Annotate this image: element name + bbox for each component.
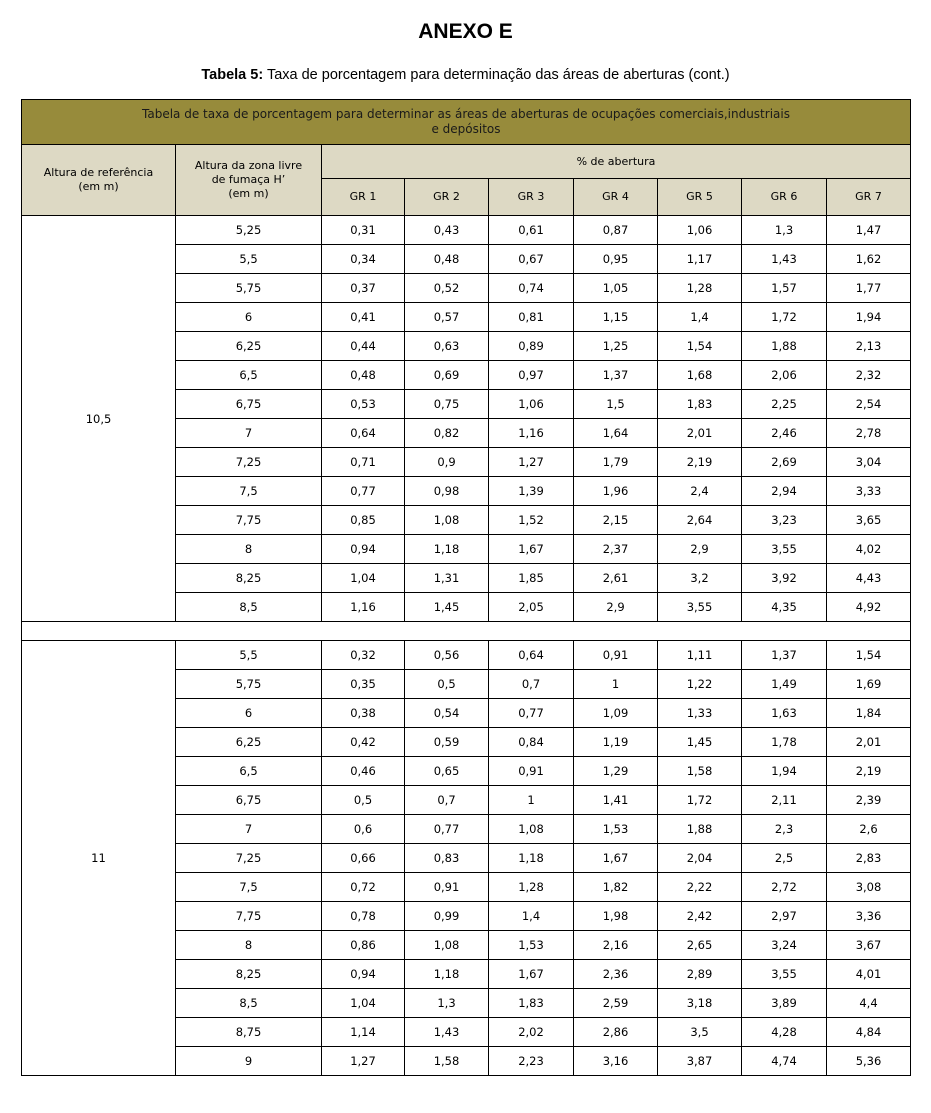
opening-rate-cell: 0,95 [574, 245, 658, 274]
opening-rate-cell: 1,29 [574, 757, 658, 786]
opening-rate-cell: 2,72 [742, 873, 827, 902]
opening-rate-cell: 0,44 [322, 332, 405, 361]
opening-rate-cell: 2,23 [489, 1047, 574, 1076]
opening-rate-cell: 1,06 [658, 216, 742, 245]
smoke-free-zone-header-line-2: de fumaça H’ [211, 173, 286, 186]
opening-rate-cell: 2,5 [742, 844, 827, 873]
opening-rate-cell: 3,23 [742, 506, 827, 535]
opening-rate-cell: 0,54 [405, 699, 489, 728]
opening-rate-cell: 1,09 [574, 699, 658, 728]
opening-rate-cell: 1,18 [405, 535, 489, 564]
opening-rate-cell: 0,74 [489, 274, 574, 303]
opening-rate-cell: 1,88 [742, 332, 827, 361]
opening-rate-cell: 2,06 [742, 361, 827, 390]
opening-rate-cell: 0,91 [574, 641, 658, 670]
table-caption [0, 67, 931, 83]
opening-rate-cell: 1,43 [742, 245, 827, 274]
opening-rate-cell: 0,35 [322, 670, 405, 699]
opening-rate-cell: 4,4 [827, 989, 911, 1018]
opening-rate-cell: 0,48 [405, 245, 489, 274]
opening-rate-cell: 1,08 [405, 931, 489, 960]
opening-rate-cell: 1,27 [322, 1047, 405, 1076]
opening-rate-cell: 3,55 [658, 593, 742, 622]
opening-rate-cell: 1,28 [658, 274, 742, 303]
opening-rate-cell: 0,9 [405, 448, 489, 477]
opening-rate-cell: 3,67 [827, 931, 911, 960]
opening-rate-cell: 1,53 [574, 815, 658, 844]
opening-rate-cell: 2,97 [742, 902, 827, 931]
opening-rate-cell: 2,36 [574, 960, 658, 989]
smoke-zone-height-cell: 6,25 [176, 728, 322, 757]
opening-rate-cell: 1,83 [489, 989, 574, 1018]
opening-rate-cell: 4,02 [827, 535, 911, 564]
opening-rate-cell: 0,5 [405, 670, 489, 699]
opening-rate-cell: 4,74 [742, 1047, 827, 1076]
opening-rate-cell: 2,54 [827, 390, 911, 419]
opening-rate-cell: 0,42 [322, 728, 405, 757]
opening-rate-cell: 0,57 [405, 303, 489, 332]
opening-rate-cell: 2,02 [489, 1018, 574, 1047]
opening-rate-cell: 3,2 [658, 564, 742, 593]
opening-rate-cell: 1,04 [322, 989, 405, 1018]
smoke-zone-height-cell: 8 [176, 931, 322, 960]
group-header-6: GR 6 [742, 179, 827, 216]
opening-rate-cell: 2,9 [574, 593, 658, 622]
opening-rate-cell: 0,64 [489, 641, 574, 670]
opening-rate-cell: 1,96 [574, 477, 658, 506]
opening-rate-cell: 1,28 [489, 873, 574, 902]
opening-rate-cell: 0,91 [489, 757, 574, 786]
opening-rate-cell: 0,64 [322, 419, 405, 448]
opening-rate-cell: 1,72 [742, 303, 827, 332]
smoke-zone-height-cell: 5,25 [176, 216, 322, 245]
opening-rate-cell: 3,65 [827, 506, 911, 535]
opening-rate-cell: 3,87 [658, 1047, 742, 1076]
opening-rate-cell: 1,98 [574, 902, 658, 931]
group-header-2: GR 2 [405, 179, 489, 216]
opening-rate-cell: 3,55 [742, 960, 827, 989]
opening-rate-cell: 0,52 [405, 274, 489, 303]
opening-rate-cell: 2,3 [742, 815, 827, 844]
opening-rate-cell: 2,42 [658, 902, 742, 931]
smoke-zone-height-cell: 8,25 [176, 564, 322, 593]
separator-cell [22, 622, 911, 641]
opening-rate-cell: 2,89 [658, 960, 742, 989]
opening-rate-cell: 4,92 [827, 593, 911, 622]
opening-rate-cell: 0,31 [322, 216, 405, 245]
smoke-zone-height-cell: 6,75 [176, 786, 322, 815]
opening-rate-cell: 1,94 [742, 757, 827, 786]
opening-rate-cell: 1,85 [489, 564, 574, 593]
smoke-zone-height-cell: 7,25 [176, 448, 322, 477]
opening-rate-cell: 1,54 [658, 332, 742, 361]
annex-title: ANEXO E [418, 20, 513, 43]
opening-rate-cell: 0,87 [574, 216, 658, 245]
group-header-5: GR 5 [658, 179, 742, 216]
opening-rate-cell: 1,72 [658, 786, 742, 815]
opening-rate-cell: 1,43 [405, 1018, 489, 1047]
opening-rate-cell: 0,71 [322, 448, 405, 477]
smoke-zone-height-cell: 9 [176, 1047, 322, 1076]
opening-rate-cell: 1,94 [827, 303, 911, 332]
smoke-zone-height-cell: 5,75 [176, 274, 322, 303]
smoke-zone-height-cell: 8,5 [176, 989, 322, 1018]
table-row [22, 216, 911, 245]
opening-rate-cell: 1,69 [827, 670, 911, 699]
opening-rate-cell: 2,65 [658, 931, 742, 960]
opening-rate-cell: 0,63 [405, 332, 489, 361]
opening-rate-cell: 1,25 [574, 332, 658, 361]
opening-rate-cell: 1,45 [405, 593, 489, 622]
table-banner [22, 100, 911, 145]
opening-rate-cell: 3,5 [658, 1018, 742, 1047]
opening-rate-cell: 1,67 [574, 844, 658, 873]
opening-rate-cell: 1,08 [405, 506, 489, 535]
opening-rate-cell: 0,97 [489, 361, 574, 390]
opening-rate-cell: 1,41 [574, 786, 658, 815]
opening-rate-cell: 3,89 [742, 989, 827, 1018]
opening-rate-cell: 1,49 [742, 670, 827, 699]
opening-rate-cell: 1,37 [574, 361, 658, 390]
opening-rate-cell: 0,94 [322, 535, 405, 564]
opening-rate-cell: 3,92 [742, 564, 827, 593]
opening-rate-cell: 0,37 [322, 274, 405, 303]
opening-rate-cell: 1 [574, 670, 658, 699]
opening-rate-cell: 1,37 [742, 641, 827, 670]
group-header-1: GR 1 [322, 179, 405, 216]
opening-rate-cell: 3,33 [827, 477, 911, 506]
opening-rate-cell: 1,63 [742, 699, 827, 728]
smoke-free-zone-header-line-3: (em m) [228, 187, 269, 200]
opening-rate-cell: 1,78 [742, 728, 827, 757]
smoke-zone-height-cell: 5,75 [176, 670, 322, 699]
opening-percent-header: % de abertura [322, 145, 911, 179]
group-header-4: GR 4 [574, 179, 658, 216]
opening-rate-cell: 1,83 [658, 390, 742, 419]
opening-rate-cell: 1,15 [574, 303, 658, 332]
opening-rate-cell: 0,99 [405, 902, 489, 931]
opening-rate-cell: 1,16 [322, 593, 405, 622]
smoke-zone-height-cell: 8,25 [176, 960, 322, 989]
smoke-zone-height-cell: 6,5 [176, 757, 322, 786]
opening-rate-cell: 0,81 [489, 303, 574, 332]
opening-rate-cell: 1 [489, 786, 574, 815]
opening-rate-cell: 1,17 [658, 245, 742, 274]
opening-rate-cell: 1,18 [489, 844, 574, 873]
caption-text: Taxa de porcentagem para determinação das áreas de aberturas (cont.) [263, 67, 730, 83]
opening-rate-cell: 2,32 [827, 361, 911, 390]
opening-rate-cell: 3,18 [658, 989, 742, 1018]
opening-rate-cell: 1,84 [827, 699, 911, 728]
opening-rate-cell: 1,19 [574, 728, 658, 757]
opening-rate-cell: 1,68 [658, 361, 742, 390]
opening-rate-cell: 0,59 [405, 728, 489, 757]
opening-rate-cell: 3,36 [827, 902, 911, 931]
opening-rate-cell: 2,13 [827, 332, 911, 361]
opening-rate-cell: 1,88 [658, 815, 742, 844]
opening-rate-cell: 2,46 [742, 419, 827, 448]
opening-rate-cell: 2,69 [742, 448, 827, 477]
smoke-zone-height-cell: 8 [176, 535, 322, 564]
smoke-zone-height-cell: 7,25 [176, 844, 322, 873]
opening-rate-cell: 2,6 [827, 815, 911, 844]
opening-rate-cell: 0,77 [405, 815, 489, 844]
opening-rate-cell: 1,3 [405, 989, 489, 1018]
opening-rate-cell: 3,16 [574, 1047, 658, 1076]
opening-rate-cell: 1,31 [405, 564, 489, 593]
smoke-zone-height-cell: 7,75 [176, 902, 322, 931]
opening-rate-cell: 2,15 [574, 506, 658, 535]
opening-rate-cell: 2,19 [658, 448, 742, 477]
opening-rate-cell: 0,69 [405, 361, 489, 390]
opening-rate-cell: 4,35 [742, 593, 827, 622]
block-separator [22, 622, 911, 641]
opening-rate-cell: 0,82 [405, 419, 489, 448]
opening-rate-cell: 2,01 [658, 419, 742, 448]
smoke-zone-height-cell: 7,75 [176, 506, 322, 535]
opening-rate-cell: 2,83 [827, 844, 911, 873]
reference-height-header [22, 145, 176, 216]
opening-rate-cell: 2,9 [658, 535, 742, 564]
opening-rate-cell: 1,57 [742, 274, 827, 303]
opening-rate-cell: 2,39 [827, 786, 911, 815]
table-body [22, 216, 911, 1076]
smoke-zone-height-cell: 6,5 [176, 361, 322, 390]
opening-rate-cell: 3,08 [827, 873, 911, 902]
smoke-zone-height-cell: 6 [176, 699, 322, 728]
opening-rate-cell: 1,06 [489, 390, 574, 419]
opening-rate-cell: 1,22 [658, 670, 742, 699]
smoke-zone-height-cell: 8,5 [176, 593, 322, 622]
smoke-zone-height-cell: 8,75 [176, 1018, 322, 1047]
opening-rate-cell: 3,04 [827, 448, 911, 477]
opening-rate-cell: 2,25 [742, 390, 827, 419]
opening-rate-cell: 2,86 [574, 1018, 658, 1047]
smoke-zone-height-cell: 7 [176, 815, 322, 844]
reference-height-header-line-2: (em m) [78, 180, 119, 193]
opening-rate-cell: 2,11 [742, 786, 827, 815]
opening-rate-cell: 0,38 [322, 699, 405, 728]
opening-rate-cell: 0,72 [322, 873, 405, 902]
opening-rate-cell: 1,52 [489, 506, 574, 535]
opening-rate-cell: 0,43 [405, 216, 489, 245]
opening-rate-cell: 0,41 [322, 303, 405, 332]
reference-height-cell: 10,5 [22, 216, 176, 622]
opening-rate-cell: 0,34 [322, 245, 405, 274]
opening-rate-cell: 0,67 [489, 245, 574, 274]
smoke-zone-height-cell: 5,5 [176, 245, 322, 274]
opening-rate-cell: 1,27 [489, 448, 574, 477]
opening-rate-cell: 0,7 [405, 786, 489, 815]
opening-rate-cell: 1,04 [322, 564, 405, 593]
opening-rate-cell: 0,94 [322, 960, 405, 989]
opening-rate-cell: 1,82 [574, 873, 658, 902]
opening-rate-cell: 4,84 [827, 1018, 911, 1047]
opening-rate-cell: 1,33 [658, 699, 742, 728]
opening-rate-cell: 0,46 [322, 757, 405, 786]
opening-rate-cell: 1,4 [489, 902, 574, 931]
opening-rate-cell: 4,43 [827, 564, 911, 593]
opening-rate-cell: 0,85 [322, 506, 405, 535]
opening-rate-cell: 5,36 [827, 1047, 911, 1076]
opening-rate-cell: 1,54 [827, 641, 911, 670]
opening-rate-cell: 0,48 [322, 361, 405, 390]
smoke-zone-height-cell: 6,25 [176, 332, 322, 361]
opening-rate-cell: 1,67 [489, 960, 574, 989]
smoke-zone-height-cell: 7 [176, 419, 322, 448]
opening-rate-cell: 1,39 [489, 477, 574, 506]
opening-rate-cell: 0,5 [322, 786, 405, 815]
opening-rate-cell: 1,79 [574, 448, 658, 477]
opening-rate-cell: 0,75 [405, 390, 489, 419]
table-row [22, 641, 911, 670]
opening-rate-table [21, 99, 911, 1076]
opening-rate-cell: 0,56 [405, 641, 489, 670]
opening-rate-cell: 0,65 [405, 757, 489, 786]
smoke-zone-height-cell: 5,5 [176, 641, 322, 670]
opening-rate-cell: 1,05 [574, 274, 658, 303]
opening-rate-cell: 2,05 [489, 593, 574, 622]
opening-rate-cell: 1,45 [658, 728, 742, 757]
opening-rate-cell: 4,28 [742, 1018, 827, 1047]
opening-rate-cell: 1,18 [405, 960, 489, 989]
reference-height-cell: 11 [22, 641, 176, 1076]
opening-rate-cell: 0,86 [322, 931, 405, 960]
opening-rate-cell: 1,67 [489, 535, 574, 564]
opening-rate-cell: 1,53 [489, 931, 574, 960]
opening-rate-cell: 0,89 [489, 332, 574, 361]
opening-rate-cell: 0,66 [322, 844, 405, 873]
opening-rate-cell: 2,4 [658, 477, 742, 506]
opening-rate-cell: 0,77 [322, 477, 405, 506]
opening-rate-cell: 4,01 [827, 960, 911, 989]
opening-rate-cell: 0,53 [322, 390, 405, 419]
opening-rate-cell: 0,7 [489, 670, 574, 699]
opening-rate-cell: 1,16 [489, 419, 574, 448]
opening-rate-cell: 2,19 [827, 757, 911, 786]
opening-rate-cell: 2,16 [574, 931, 658, 960]
opening-rate-cell: 1,58 [658, 757, 742, 786]
opening-rate-cell: 1,47 [827, 216, 911, 245]
banner-line-1: Tabela de taxa de porcentagem para determinar as áreas de aberturas de ocupações comerciais,industriais [142, 107, 790, 121]
opening-rate-cell: 2,22 [658, 873, 742, 902]
opening-rate-cell: 0,77 [489, 699, 574, 728]
opening-rate-cell: 0,91 [405, 873, 489, 902]
opening-rate-cell: 2,04 [658, 844, 742, 873]
opening-rate-cell: 0,84 [489, 728, 574, 757]
caption-label: Tabela 5: [201, 67, 264, 83]
smoke-zone-height-cell: 6,75 [176, 390, 322, 419]
banner-line-2: e depósitos [431, 122, 501, 136]
opening-rate-cell: 2,94 [742, 477, 827, 506]
opening-rate-cell: 2,59 [574, 989, 658, 1018]
opening-rate-cell: 2,64 [658, 506, 742, 535]
opening-rate-cell: 0,78 [322, 902, 405, 931]
reference-height-header-line-1: Altura de referência [43, 166, 154, 179]
opening-rate-cell: 0,83 [405, 844, 489, 873]
group-header-3: GR 3 [489, 179, 574, 216]
opening-rate-cell: 1,11 [658, 641, 742, 670]
opening-rate-cell: 1,5 [574, 390, 658, 419]
opening-rate-cell: 1,58 [405, 1047, 489, 1076]
opening-rate-cell: 0,6 [322, 815, 405, 844]
opening-rate-cell: 1,62 [827, 245, 911, 274]
smoke-free-zone-header [176, 145, 322, 216]
opening-rate-cell: 1,77 [827, 274, 911, 303]
opening-rate-cell: 2,78 [827, 419, 911, 448]
opening-rate-cell: 1,08 [489, 815, 574, 844]
opening-rate-cell: 3,55 [742, 535, 827, 564]
opening-rate-cell: 2,37 [574, 535, 658, 564]
opening-rate-cell: 0,61 [489, 216, 574, 245]
opening-rate-cell: 3,24 [742, 931, 827, 960]
opening-rate-cell: 0,98 [405, 477, 489, 506]
smoke-zone-height-cell: 7,5 [176, 477, 322, 506]
smoke-free-zone-header-line-1: Altura da zona livre [194, 159, 303, 172]
opening-rate-cell: 1,4 [658, 303, 742, 332]
smoke-zone-height-cell: 6 [176, 303, 322, 332]
opening-rate-cell: 0,32 [322, 641, 405, 670]
opening-rate-cell: 1,3 [742, 216, 827, 245]
opening-rate-cell: 2,61 [574, 564, 658, 593]
opening-rate-cell: 2,01 [827, 728, 911, 757]
opening-rate-cell: 1,64 [574, 419, 658, 448]
smoke-zone-height-cell: 7,5 [176, 873, 322, 902]
opening-rate-cell: 1,14 [322, 1018, 405, 1047]
group-header-7: GR 7 [827, 179, 911, 216]
